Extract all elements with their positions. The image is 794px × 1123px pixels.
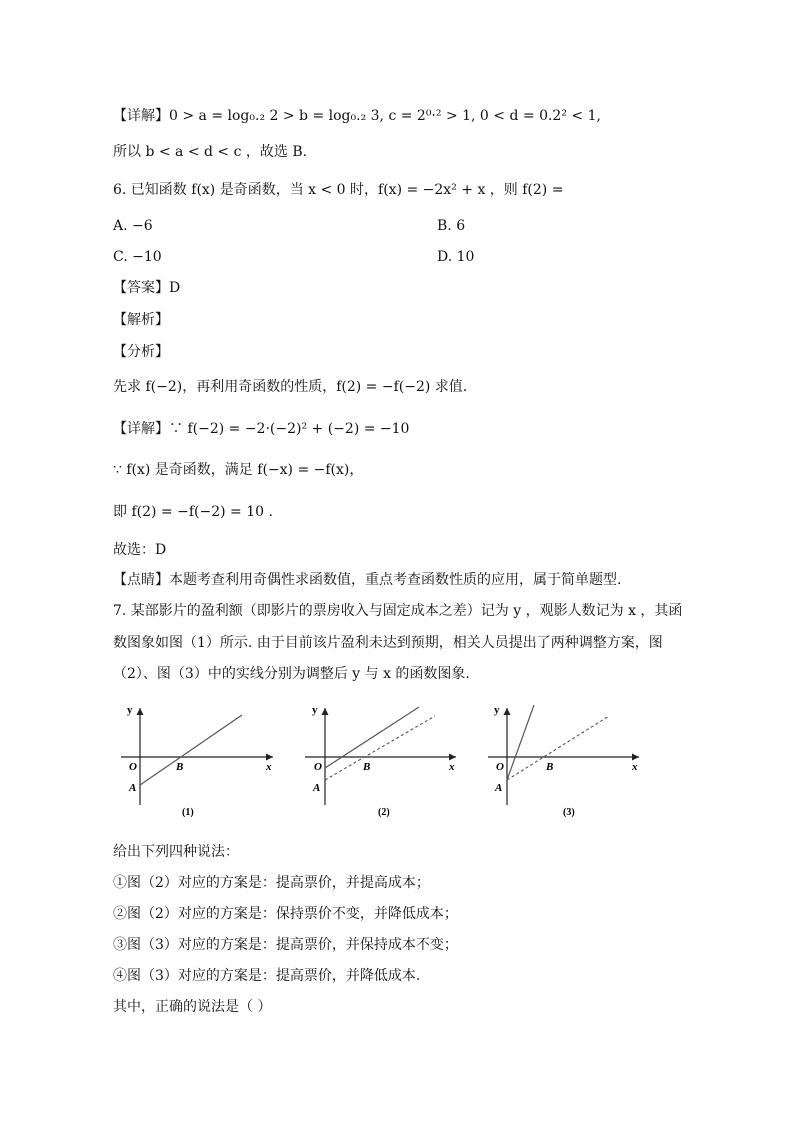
- question-7-line-2: 数图象如图（1）所示. 由于目前该片盈利未达到预期，相关人员提出了两种调整方案，图: [113, 635, 663, 651]
- dianjing-line: 【点睛】本题考查利用奇偶性求函数值，重点考查函数性质的应用，属于简单题型.: [113, 572, 622, 588]
- fig1-point-b: B: [176, 761, 184, 773]
- function-figures: [113, 700, 673, 830]
- statement-4: ④图（3）对应的方案是：提高票价，并降低成本.: [113, 968, 421, 984]
- answer-line: 【答案】D: [113, 280, 181, 296]
- figures-svg: [113, 700, 673, 830]
- detail-line-1: 【详解】0 > a = log₀.₂ 2 > b = log₀.₂ 3, c = 2⁰·² > 1, 0 < d = 0.2² < 1,: [113, 108, 601, 124]
- option-b: B. 6: [437, 218, 466, 234]
- statement-2: ②图（2）对应的方案是：保持票价不变，并降低成本；: [113, 906, 458, 922]
- fig3-x-label: x: [632, 761, 638, 773]
- statements-intro: 给出下列四种说法：: [113, 844, 239, 860]
- statement-3: ③图（3）对应的方案是：提高票价，并保持成本不变；: [113, 937, 458, 953]
- option-c: C. −10: [113, 249, 162, 265]
- question-6: 6. 已知函数 f(x) 是奇函数，当 x < 0 时，f(x) = −2x² + x ，则 f(2) =: [113, 182, 564, 198]
- fig1-x-label: x: [266, 761, 272, 773]
- jiexi-heading: 【解析】: [113, 312, 169, 328]
- fig1-y-label: y: [127, 704, 133, 716]
- fig3-y-label: y: [494, 704, 500, 716]
- detail-step-2: ∵ f(x) 是奇函数，满足 f(−x) = −f(x)，: [113, 462, 364, 478]
- fig2-dashed-line: [325, 716, 435, 780]
- figure-3: [488, 704, 639, 818]
- fig2-origin-label: O: [314, 761, 322, 773]
- fig1-caption: (1): [182, 807, 194, 818]
- fig3-origin-label: O: [496, 761, 504, 773]
- detail-step-1: 【详解】∵ f(−2) = −2·(−2)² + (−2) = −10: [113, 421, 410, 437]
- fig3-caption: (3): [563, 807, 575, 818]
- detail-step-3: 即 f(2) = −f(−2) = 10 .: [113, 504, 273, 520]
- question-7-line-1: 7. 某部影片的盈利额（即影片的票房收入与固定成本之差）记为 y ，观影人数记为 x ，其函: [113, 603, 683, 619]
- detail-line-2: 所以 b < a < d < c ，故选 B.: [113, 144, 308, 160]
- question-7-line-3: （2）、图（3）中的实线分别为调整后 y 与 x 的函数图象.: [113, 666, 470, 682]
- fig3-dashed-line: [507, 716, 609, 780]
- figure-2: [305, 704, 456, 818]
- fig2-point-b: B: [363, 761, 371, 773]
- fenxi-body: 先求 f(−2)，再利用奇函数的性质，f(2) = −f(−2) 求值.: [113, 379, 468, 395]
- fig3-solid-line: [507, 705, 534, 780]
- fig2-y-label: y: [312, 704, 318, 716]
- fig2-point-a: A: [313, 782, 321, 794]
- statement-1: ①图（2）对应的方案是：提高票价，并提高成本；: [113, 875, 430, 891]
- fig1-solid-line: [140, 715, 242, 785]
- fig2-x-label: x: [449, 761, 455, 773]
- fig3-point-a: A: [495, 782, 503, 794]
- fig1-origin-label: O: [129, 761, 137, 773]
- fig2-caption: (2): [378, 807, 390, 818]
- question-prompt: 其中，正确的说法是（ ）: [113, 999, 272, 1015]
- option-a: A. −6: [113, 218, 153, 234]
- option-d: D. 10: [437, 249, 475, 265]
- fig2-solid-line: [325, 707, 419, 768]
- figure-1: [121, 704, 273, 818]
- choose-line: 故选：D: [113, 542, 167, 558]
- fenxi-heading: 【分析】: [113, 344, 169, 360]
- fig3-point-b: B: [546, 761, 554, 773]
- fig1-point-a: A: [129, 782, 137, 794]
